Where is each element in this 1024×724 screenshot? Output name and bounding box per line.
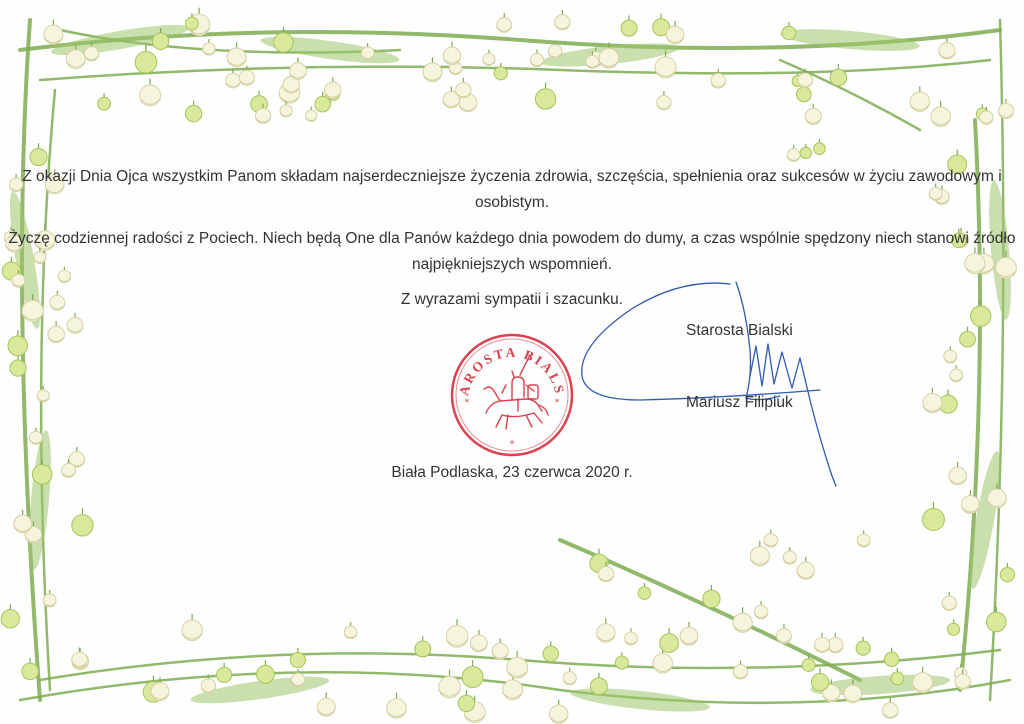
- greeting-paragraph-2: [0, 226, 1024, 278]
- greeting-paragraph-1: [0, 164, 1024, 216]
- closing-line: Z wyrazami sympatii i szacunku.: [400, 291, 624, 308]
- seal-star-icon: *: [509, 439, 515, 450]
- seal-star-icon-left: *: [464, 398, 470, 408]
- place-and-date: Biała Podlaska, 23 czerwca 2020 r.: [391, 464, 633, 481]
- official-seal: [446, 331, 578, 459]
- greeting-text-2: Życzę codziennej radości z Pociech. Niech będą One dla Panów każdego dnia powodem do dumy, a czas wspólnie spędzony niech stanowi źródło najpiękniejszych wspomnień.: [8, 230, 1016, 273]
- signatory-title: Starosta Bialski: [686, 322, 793, 339]
- seal-star-icon-right: *: [554, 398, 560, 408]
- seal-text: AROSTA BIALS: [456, 344, 568, 398]
- handwritten-signature: [570, 280, 860, 490]
- signatory-name: Mariusz Filipiuk: [686, 394, 793, 411]
- greeting-text-1: Z okazji Dnia Ojca wszystkim Panom składam najserdeczniejsze życzenia zdrowia, szczęścia, spełnienia oraz sukcesów w życiu zawodowym i osobistym.: [22, 168, 1002, 211]
